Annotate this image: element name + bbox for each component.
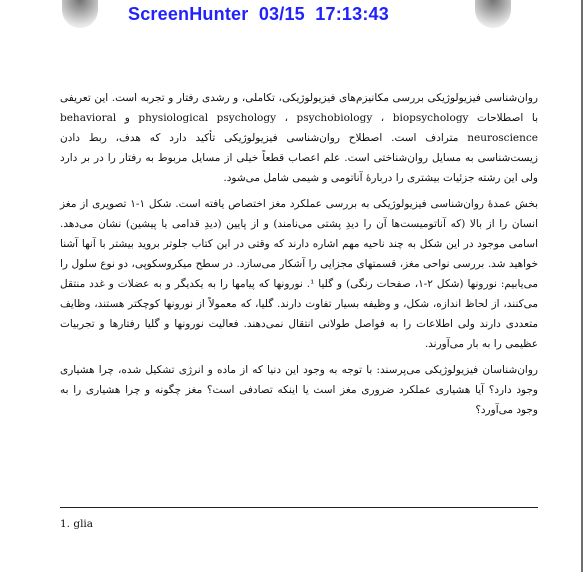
document-body	[60, 88, 538, 426]
scan-shadow-left	[62, 0, 98, 28]
screenshot-timestamp: ScreenHunter 03/15 17:13:43	[128, 4, 389, 24]
footnote-divider	[60, 507, 538, 508]
footnote: 1. glia	[60, 518, 94, 530]
paragraph-consciousness: روان‌شناسان فیزیولوژیکی می‌پرسند: با توجه به وجود این دنیا که از ماده و انرژی تشکیل شده، چرا هشیاری وجود دارد؟ آیا هشیاری عملکرد ضروری مغز است یا اینکه تصادفی است؟ مغز چگونه و چرا هشیاری را به وجود می‌آورد؟	[60, 364, 538, 416]
scan-shadow-right	[475, 0, 511, 28]
paragraph-definition: روان‌شناسی فیزیولوژیکی بررسی مکانیزم‌های فیزیولوژیکی، تکاملی، و رشدی رفتار و تجربه است. این تعریفی با اصطلاحات physiological psychology ، psychobiology ، biopsychology و behavioral neuroscience مترادف است. اصطلاح روان‌شناسی فیزیولوژیکی تأکید دارد که هدف، ربط دادن زیست‌شناسی به مسایل روان‌شناختی است. علم اعصاب قطعاً خیلی از مسایل مربوط به رفتار را در بر دارد ولی این رشته جزئیات بیشتری را دربارهٔ آناتومی و شیمی شامل می‌شود.	[60, 92, 538, 184]
page-edge	[581, 0, 583, 572]
paragraph-brain-study: بخش عمدهٔ روان‌شناسی فیزیولوژیکی به بررسی عملکرد مغز اختصاص یافته است. شکل ۱-۱ تصویری از مغز انسان را از بالا (که آناتومیست‌ها آن را دیدِ پشتی می‌نامند) و از پایین (دیدِ قدامی یا پیشین) نشان می‌دهد. اسامی موجود در این شکل به چند ناحیه مهم اشاره دارند که وقتی در این کتاب جلوتر بروید بیشتر با آنها آشنا خواهید شد. بررسی نواحی مغز، قسمتهای مجزایی را آشکار می‌سازد. در سطح میکروسکوپی، دو نوع سلول را می‌یابیم: نورونها (شکل ۲-۱، صفحات رنگی) و گلیا ¹. نورونها که پیامها را به یکدیگر و به عضلات و غدد منتقل می‌کنند، از لحاظ اندازه، شکل، و وظیفه بسیار تفاوت دارند. گلیا، که معمولاً از نورونها کوچکتر هستند، وظایف متعددی دارند ولی اطلاعات را به فواصل طولانی انتقال نمی‌دهند. فعالیت نورونها و گلیا رفتارها و تجربیات عظیمی را به بار می‌آورند.	[60, 198, 539, 350]
